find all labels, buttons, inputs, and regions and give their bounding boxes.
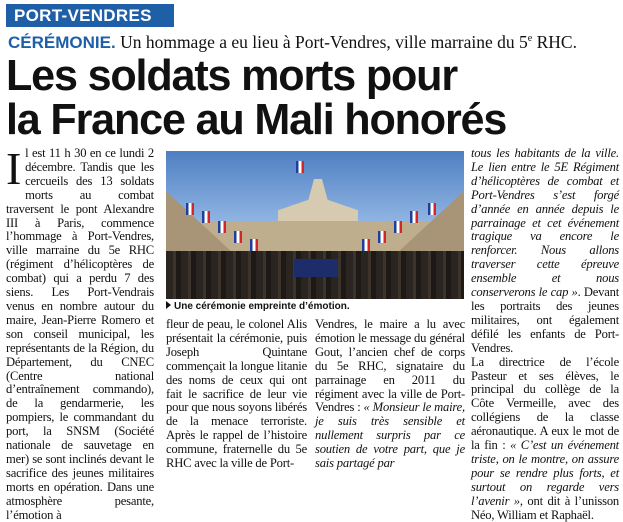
column-4-text-3: , ont dit à l’unisson Néo, William et Raphaël. — [471, 493, 620, 522]
kicker-label: CÉRÉMONIE. — [8, 33, 116, 52]
column-4-text-1: . Devant les portraits des jeunes militaires, ont également défilé les enfants de Port-Vendres. — [471, 285, 619, 355]
article-column-3 — [315, 317, 465, 471]
kicker-text: Un hommage a eu lieu à Port-Vendres, ville marraine du 5 — [115, 32, 528, 52]
column-3-text: Vendres, le maire a lu avec émotion le message du général Gout, l’ancien chef de corps du 5e RHC, signataire du parrainage en 2011 du régiment avec la ville de Port-Vendres : — [315, 317, 465, 415]
article-column-1 — [6, 143, 154, 522]
photo-caption — [166, 300, 464, 313]
headline-line-2: la France au Mali honorés — [6, 95, 507, 144]
ceremony-photo — [166, 151, 464, 299]
column-4-text-2: La directrice de l’école Pasteur et ses élèves, le principal du collège de la Côte Vermeille, avec des collégiens de la classe aéronautique. A eux le mot de la fin : — [471, 354, 619, 453]
column-4-quote-2: « C’est un événement triste, on le montre, on assure pour se rendre plus forts, et surtout on regarde vers l’avenir » — [471, 438, 619, 508]
column-2-text: fleur de peau, le colonel Alis présentait la cérémonie, puis Joseph Quintane commençait la longue litanie des noms de ceux qui ont fait le sacrifice de leur vie pour que nous soyons libérés de la menace terroriste. Après le rappel de l’histoire commune, fraternelle du 5e RHC avec la ville de Port- — [166, 317, 307, 471]
podium-shape — [294, 259, 338, 277]
headline — [6, 51, 609, 144]
kicker-text-end: RHC. — [532, 32, 577, 52]
kicker-sup: e — [527, 33, 533, 45]
section-tag: PORT-VENDRES — [6, 4, 174, 27]
column-4-quote-1: tous les habitants de la ville. Le lien entre le 5E Régiment d’hélicoptères de combat et Port-Vendres s’est forgé d’année en année depuis le parrainage et cet événement tragique va encore le renforcer. Nous allons traverser cette épreuve ensemble et nous conserverons le cap » — [471, 146, 619, 300]
article-column-2 — [166, 317, 307, 471]
article-column-4 — [471, 146, 620, 522]
column-3-quote: « Monsieur le maire, je suis très sensible et nullement surpris par ce soutien de votre part, que je sais partagé par — [315, 400, 465, 471]
photo-caption-text: Une cérémonie empreinte d’émotion. — [174, 301, 350, 312]
caption-arrow-icon — [166, 301, 171, 309]
drop-cap: I — [6, 143, 22, 194]
headline-line-1: Les soldats morts pour — [6, 51, 457, 100]
column-1-text: l est 11 h 30 en ce lundi 2 décembre. Tandis que les cercueils des 13 soldats morts au combat traversent le pont Alexandre III à Paris, commence l’hommage à Port-Vendres, ville marraine du 5e RHC (régiment d’hélicoptères de combat) qui a perdu 7 des siens. Les Port-Vendrais venus en nombre autour du maire, Jean-Pierre Romero et son conseil municipal, les représentants de la Région, du Département, du CNEC (Centre national d’entraînement commando), de la gendarmerie, les pompiers, le commandant du port, la SNSM (Société nationale de sauvetage en mer) se sont inclinés devant le sacrifice des jeunes militaires morts en opération. Dans une atmosphère pesante, l’émotion à — [6, 146, 154, 522]
